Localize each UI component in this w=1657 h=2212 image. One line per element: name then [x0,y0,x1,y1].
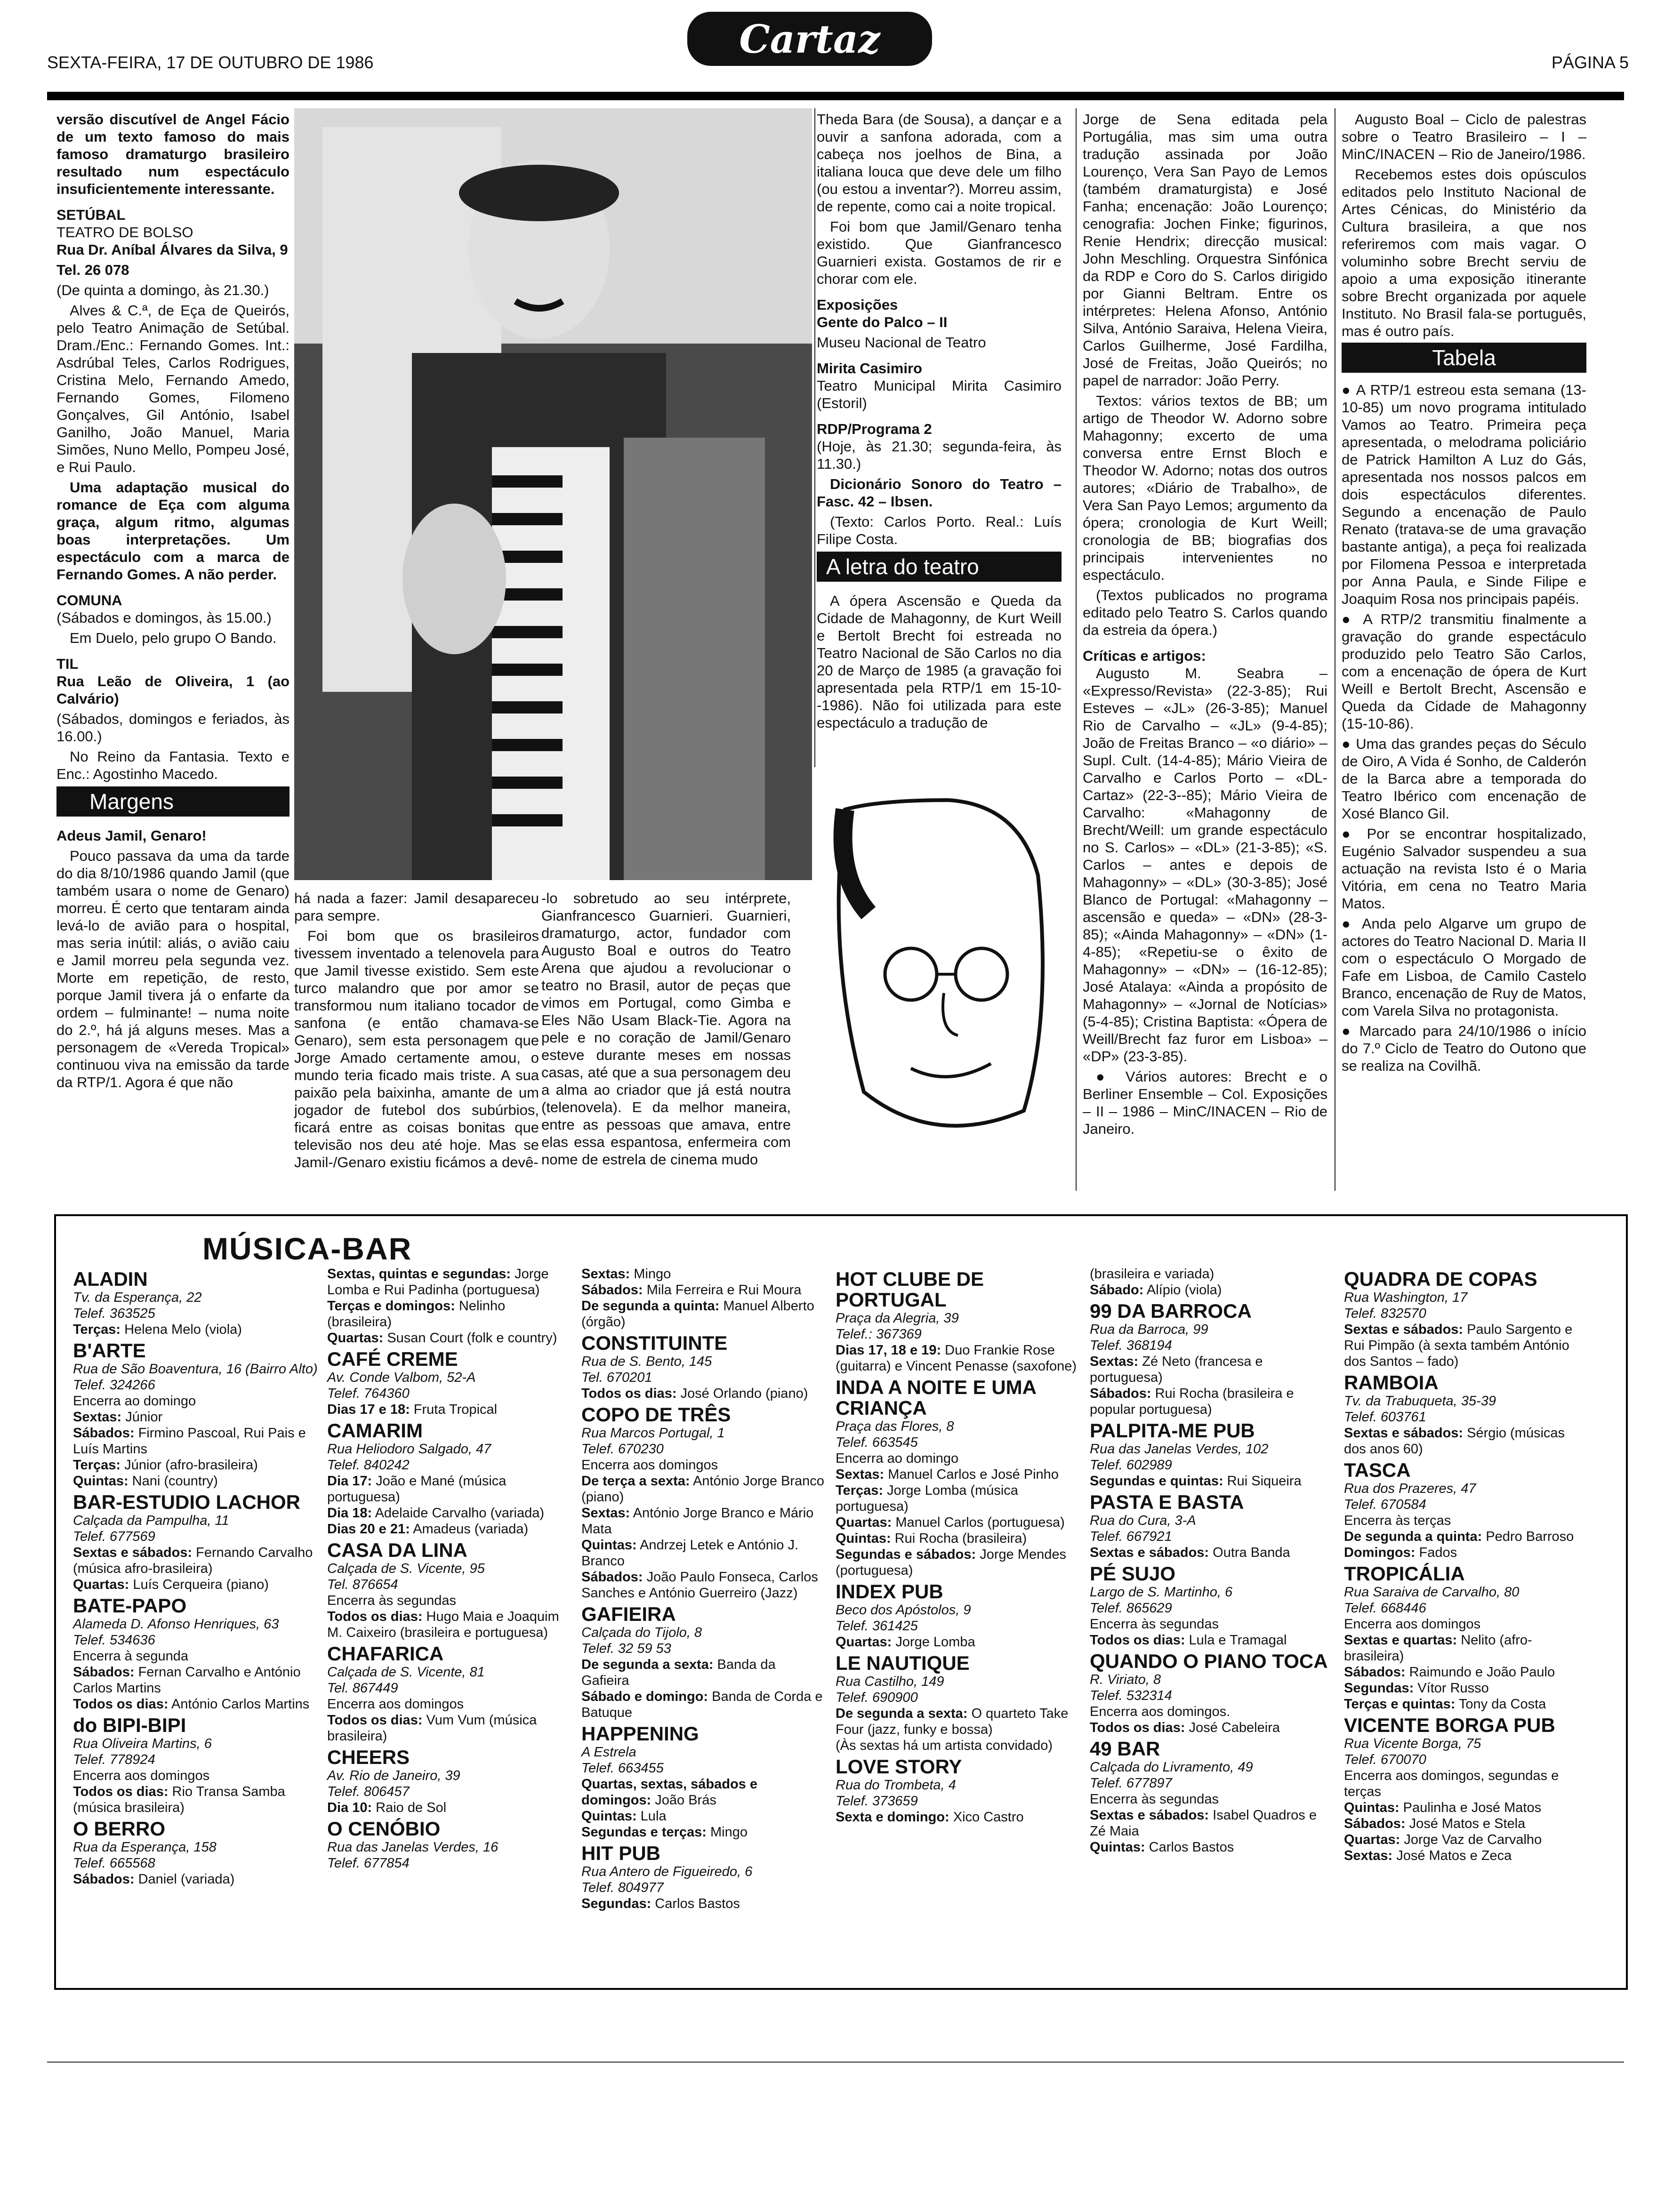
exhibition-title: Gente do Palco – II [817,314,948,330]
venue-name: VICENTE BORGA PUB [1344,1714,1555,1736]
musica-column-6 [1344,1266,1589,1981]
news-item: ● A RTP/1 estreou esta semana (13-10-85) um novo programa intitulado Vamos ao Teatro. Primeira peça apresentada, o melodrama policiário de Patrick Hamilton A Luz do Gás, apresentada nos nossos palcos em dois espectáculos diferentes. Segundo a encenação de Paulo Renato (tratava-se de uma gravação bastante antiga), a peça foi realizada por Filomena Pessoa e interpretada por Anna Paula, e Sinde Filipe e Joaquim Rosa nos principais papéis. [1342,382,1586,607]
venue-schedule-line: Terças e quintas: Tony da Costa [1344,1697,1546,1712]
venue-schedule-line: Todos os dias: Hugo Maia e Joaquim M. Caixeiro (brasileira e portuguesa) [327,1609,559,1640]
reviews-list: Augusto M. Seabra – «Expresso/Revista» (22-3-85); Rui Esteves – «JL» (26-3-85); Manuel Rio de Carvalho – «JL» (9-4-85); João de Freitas Branco – «o diário» – Supl. Cult. (14-4-85); Mário Vieira de Carvalho e Carlos Porto – «DL-Cartaz» (22-3--85); Mário Vieira de Carvalho: «Mahagonny de Brecht/Weill: um grande espectáculo no S. Carlos» – «DL» (21-3-85); «S. Carlos – antes e depois de Mahagonny» – «DL» (30-3-85); José Blanco de Portugal: «Mahagonny – ascensão e queda» – «DN» (28-3-85); «Ainda Mahagonny» – «DN» (1-4-85); «Repetiu-se o êxito de Mahagonny» – «DN» – (16-12-85); José Atalaya: «Ainda a propósito de Mahagonny» – «Jornal de Notícias» (5-4-85); Cristina Baptista: «Ópera de Weill/Brecht faz furor em Lisboa» – «DP» (23-3-85). [1083,665,1327,1065]
musica-bar-title: MÚSICA-BAR [202,1231,412,1266]
venue-address: Rua da Esperança, 158 [73,1840,217,1855]
venue-schedule-line: Encerra às segundas [1090,1617,1219,1632]
venue-schedule-line: Sextas e sábados: Outra Banda [1090,1545,1290,1560]
venue-address: Rua do Cura, 3-A [1090,1513,1196,1528]
article-body: Foi bom que Jamil/Genaro tenha existido. Que Gianfrancesco Guarnieri exista. Gostamos de rir e chorar com ele. [817,218,1062,287]
publication-note: Augusto Boal – Ciclo de palestras sobre o Teatro Brasileiro – I – MinC/INACEN – Rio de Janeiro/1986. [1342,111,1586,162]
venue-schedule-line: Sextas: António Jorge Branco e Mário Mata [581,1506,814,1537]
venue-address: Rua Castilho, 149 [836,1674,944,1689]
venue-address: Rua Oliveira Martins, 6 [73,1736,212,1751]
column-3-lower [541,890,791,1191]
section-band-margens: Margens [56,786,290,817]
exhibition-place: Museu Nacional de Teatro [817,334,986,351]
musica-column-2 [327,1266,572,1981]
venue-schedule-line: Encerra aos domingos [73,1768,210,1783]
venue-heading: COMUNA [56,592,122,609]
venue-schedule-line: Sábados: João Paulo Fonseca, Carlos Sanches e António Guerreiro (Jazz) [581,1570,818,1601]
venue-name: do BIPI-BIPI [73,1714,186,1736]
schedule: (Hoje, às 21.30; segunda-feira, às 11.30.) [817,438,1062,472]
venue-name: QUANDO O PIANO TOCA [1090,1650,1328,1672]
portrait-sketch [817,772,1080,1177]
venue-schedule-line: Todos os dias: José Orlando (piano) [581,1386,808,1401]
venue-name: GAFIEIRA [581,1603,676,1625]
venue-address: Rua Leão de Oliveira, 1 (ao Calvário) [56,673,290,707]
section-heading: RDP/Programa 2 [817,421,932,437]
venue-name: O CENÓBIO [327,1818,441,1840]
venue-address: Rua das Janelas Verdes, 16 [327,1840,499,1855]
venue-schedule-line: Segundas e quintas: Rui Siqueira [1090,1474,1302,1489]
schedule: (De quinta a domingo, às 21.30.) [56,282,269,298]
venue-schedule-line: Encerra às segundas [327,1593,457,1608]
venue-phone: Telef. 778924 [73,1752,155,1767]
venue-phone: Telef.: 367369 [836,1327,922,1342]
article-body: há nada a fazer: Jamil desapareceu para sempre. [294,890,539,924]
venue-address: R. Viriato, 8 [1090,1672,1161,1687]
musica-column-1 [73,1266,318,1981]
venue-schedule-line: Domingos: Fados [1344,1545,1457,1560]
venue-phone: Tel. 26 078 [56,262,129,278]
venue-name: CAFÉ CREME [327,1348,458,1370]
venue-address: Av. Conde Valbom, 52-A [327,1370,476,1385]
venue-phone: Telef. 690900 [836,1690,918,1705]
column-divider [814,108,815,767]
venue-name: COPO DE TRÊS [581,1403,731,1426]
venue-address: Rua Heliodoro Salgado, 47 [327,1442,491,1457]
musica-column-3 [581,1266,826,1981]
venue-schedule-line: Encerra aos domingos [1344,1617,1481,1632]
venue-schedule-line: Dia 10: Raio de Sol [327,1800,447,1815]
section-heading: Críticas e artigos: [1083,648,1206,664]
article-body: (Textos publicados no programa editado pelo Teatro S. Carlos quando da estreia da ópera.) [1083,587,1327,638]
column-divider [1076,108,1077,1191]
venue-phone: Telef. 764360 [327,1386,410,1401]
venue-schedule-line: Quartas: Manuel Carlos (portuguesa) [836,1515,1065,1530]
venue-schedule-line: Sextas e quartas: Nelito (afro-brasileira) [1344,1633,1532,1664]
venue-address: Rua Antero de Figueiredo, 6 [581,1864,753,1879]
venue-address: Calçada da Pampulha, 11 [73,1513,229,1528]
venue-schedule-line: Encerra às segundas [1090,1792,1219,1807]
venue-schedule-line: Sextas: Zé Neto (francesa e portuguesa) [1090,1354,1263,1385]
venue-schedule-line: Sábado e domingo: Banda de Corda e Batuque [581,1689,823,1720]
venue-phone: Telef. 534636 [73,1633,155,1648]
svg-text:Cartaz: Cartaz [739,17,880,62]
venue-phone: Telef. 670070 [1344,1752,1426,1767]
venue-schedule-line: Todos os dias: José Cabeleira [1090,1720,1280,1735]
venue-address: Rua Dr. Aníbal Álvares da Silva, 9 [56,241,288,258]
venue-heading: TIL [56,656,79,672]
venue-name: HAPPENING [581,1723,699,1745]
venue-address: Rua Washington, 17 [1344,1290,1468,1305]
article-body: Pouco passava da uma da tarde do dia 8/10/1986 quando Jamil (que também usara o nome de Genaro) morreu. É certo que tentaram ainda levá-lo de avião para o hospital, mas seria inútil: aliás, o avião caiu e Jamil morreu pela segunda vez. Morte em repetição, de resto, porque Jamil tivera já o enfarte da ordem – fulminante! – numa noite do 2.º, há já alguns meses. Mas a personagem de «Vereda Tropical» continuou viva na emissão da tarde da RTP/1. Agora é que não [56,848,290,1090]
issue-date: SEXTA-FEIRA, 17 DE OUTUBRO DE 1986 [47,53,374,72]
venue-phone: Telef. 373659 [836,1794,918,1809]
venue-schedule-line: Sexta e domingo: Xico Castro [836,1810,1024,1825]
venue-address: Rua Marcos Portugal, 1 [581,1426,725,1441]
accordion-player-photo [294,108,812,880]
schedule: (Sábados e domingos, às 15.00.) [56,609,272,626]
venue-address: Beco dos Apóstolos, 9 [836,1603,971,1618]
venue-address: Tv. da Trabuqueta, 35-39 [1344,1394,1496,1409]
venue-schedule-line: Dias 20 e 21: Amadeus (variada) [327,1522,529,1537]
venue-address: Rua da Barroca, 99 [1090,1322,1208,1337]
venue-schedule-line: Segundas: Vítor Russo [1344,1681,1489,1696]
venue-phone: Telef. 663455 [581,1761,664,1776]
footer-rule [47,2061,1624,2063]
section-band-tabela: Tabela [1342,343,1586,373]
cartaz-logo [678,5,941,75]
column-2 [294,890,539,1191]
venue-schedule-line: Terças: Júnior (afro-brasileira) [73,1458,258,1473]
venue-phone: Telef. 324266 [73,1378,155,1393]
venue-address: Tv. da Esperança, 22 [73,1290,202,1305]
musica-column-4 [836,1266,1080,1981]
venue-name: LOVE STORY [836,1755,962,1778]
venue-phone: Telef. 368194 [1090,1338,1172,1353]
venue-schedule-line: Terças: Helena Melo (viola) [73,1322,242,1337]
venue-schedule-line: Encerra às terças [1344,1513,1451,1528]
play-listing: Alves & C.ª, de Eça de Queirós, pelo Teatro Animação de Setúbal. Dram./Enc.: Fernando Gomes. Int.: Asdrúbal Teles, Carlos Rodrigues, Cristina Melo, Fernando Amedo, Fernando Gomes, Filomeno Gonçalves, Gil António, Isabel Ganilho, João Manuel, Maria Simões, Nuno Mello, Pompeu José, e Rui Paulo. [56,302,290,475]
venue-address: A Estrela [581,1745,636,1760]
musica-column-5 [1090,1266,1335,1981]
venue-schedule-line: Dia 18: Adelaide Carvalho (variada) [327,1506,545,1521]
news-item: ● Marcado para 24/10/1986 o início do 7.º Ciclo de Teatro do Outono que se realiza na Covilhã. [1342,1023,1586,1074]
column-1 [56,111,290,1090]
venue-phone: Tel. 867449 [327,1681,398,1696]
venue-schedule-line: Encerra aos domingos [581,1458,718,1473]
venue-schedule-line: Sábado: Alípio (viola) [1090,1282,1222,1298]
venue-name: 49 BAR [1090,1738,1160,1760]
venue-address: Calçada de S. Vicente, 81 [327,1665,485,1680]
venue-name: B'ARTE [73,1339,146,1362]
exhibition-place: Teatro Municipal Mirita Casimiro (Estoril) [817,377,1062,411]
venue-phone: Telef. 667921 [1090,1529,1172,1544]
venue-schedule-line: Quartas: Susan Court (folk e country) [327,1330,557,1346]
venue-address: Rua de São Boaventura, 16 (Bairro Alto) [73,1362,318,1377]
venue-schedule-line: Quartas: Jorge Lomba [836,1635,975,1650]
venue-phone: Telef. 361425 [836,1619,918,1634]
venue-name: CAMARIM [327,1419,423,1442]
publication-note: ● Vários autores: Brecht e o Berliner Ensemble – Col. Exposições – II – 1986 – MinC/INACEN – Rio de Janeiro. [1083,1068,1327,1137]
venue-schedule-line: (Às sextas há um artista convidado) [836,1738,1053,1753]
venue-schedule-line: Encerra ao domingo [836,1451,959,1466]
venue-schedule-line: Encerra aos domingos, segundas e terças [1344,1768,1559,1799]
venue-schedule-line: Quintas: Rui Rocha (brasileira) [836,1531,1027,1546]
venue-schedule-line: Quintas: Paulinha e José Matos [1344,1800,1542,1815]
venue-schedule-line: Sábados: José Matos e Stela [1344,1816,1526,1831]
venue-name: CASA DA LINA [327,1539,467,1561]
article-body: Textos: vários textos de BB; um artigo de Theodor W. Adorno sobre Mahagonny; excerto de uma conversa entre Ernst Bloch e Theodor W. Adorno; notas dos outros autores; «Diário de Trabalho», de Vera San Payo Lemos; argumento da ópera; cronologia de Kurt Weill; cronologia de BB; biografias dos principais intervenientes no espectáculo. [1083,393,1327,583]
section-band-letra: A letra do teatro [817,552,1062,582]
venue-schedule-line: Quartas: Jorge Vaz de Carvalho [1344,1832,1542,1847]
venue-name: 99 DA BARROCA [1090,1300,1252,1322]
schedule: (Sábados, domingos e feriados, às 16.00.) [56,711,290,745]
news-item: ● Por se encontrar hospitalizado, Eugénio Salvador suspendeu a sua actuação na revista Isto é o Maria Vitória, em cena no Teatro Maria Matos. [1342,825,1586,912]
venue-phone: Telef. 677897 [1090,1776,1172,1791]
venue-address: Rua das Janelas Verdes, 102 [1090,1442,1269,1457]
venue-phone: Telef. 532314 [1090,1688,1172,1703]
venue-schedule-line: Sextas: José Matos e Zeca [1344,1848,1512,1863]
venue-name: HOT CLUBE DE PORTUGAL [836,1268,984,1311]
venue-schedule-line: Dias 17 e 18: Fruta Tropical [327,1402,498,1417]
play-listing: No Reino da Fantasia. Texto e Enc.: Agostinho Macedo. [56,748,290,782]
venue-phone: Telef. 806457 [327,1784,410,1799]
venue-phone: Telef. 665568 [73,1856,155,1871]
venue-name: ALADIN [73,1268,148,1290]
venue-name: RAMBOIA [1344,1371,1439,1394]
venue-schedule-line: Quartas, sextas, sábados e domingos: João Brás [581,1777,757,1808]
venue-address: Rua Saraiva de Carvalho, 80 [1344,1585,1520,1600]
venue-schedule-line: Sextas: Júnior [73,1410,163,1425]
venue-phone: Telef. 677854 [327,1856,410,1871]
venue-schedule-line: Quintas: Andrzej Letek e António J. Branco [581,1538,799,1569]
news-item: ● A RTP/2 transmitiu finalmente a gravação do grande espectáculo produzido pelo Teatro São Carlos, com a encenação de ópera de Kurt Weill e Bertolt Brecht, Ascensão e Queda da Cidade de Mahagonny (15-10-86). [1342,611,1586,732]
column-3 [817,111,1062,769]
venue-schedule-line: Dia 17: João e Mané (música portuguesa) [327,1474,507,1505]
play-listing: Em Duelo, pelo grupo O Bando. [70,630,277,646]
venue-schedule-line: Quintas: Nani (country) [73,1474,218,1489]
venue-address: Praça da Alegria, 39 [836,1311,959,1326]
venue-schedule-line: Segundas e sábados: Jorge Mendes (portuguesa) [836,1547,1066,1578]
venue-phone: Telef. 663545 [836,1435,918,1450]
venue-schedule-line: Terças: Jorge Lomba (música portuguesa) [836,1483,1018,1514]
venue-name: LE NAUTIQUE [836,1652,970,1674]
venue-phone: Telef. 363525 [73,1306,155,1321]
venue-phone: Telef. 677569 [73,1529,155,1544]
venue-schedule-line: De segunda a quinta: Pedro Barroso [1344,1529,1574,1544]
venue-schedule-line: Sextas e sábados: Isabel Quadros e Zé Maia [1090,1808,1317,1839]
venue-phone: Telef. 670584 [1344,1497,1426,1512]
play-note: Uma adaptação musical do romance de Eça com alguma graça, algum ritmo, algumas boas interpretações. Um espectáculo com a marca de Fernando Gomes. A não perder. [56,479,290,583]
article-body: Theda Bara (de Sousa), a dançar e a ouvir a sanfona adorada, com a cabeça nos joelhos de Bina, a italiana louca que deve dele um filho (ou estou a inventar?). Morreu assim, de repente, como cai a noite tropical. [817,111,1062,215]
venue-schedule-line: Todos os dias: Rio Transa Samba (música brasileira) [73,1784,285,1815]
article-body: Jorge de Sena editada pela Portugália, mas sim uma outra tradução assinada por João Lourenço, Vera San Payo de Lemos (também dramaturgista) e José Fanha; encenação: João Lourenço; cenografia: Jochen Finke; figurinos, Renie Hendrix; direcção musical: John Meschling. Orquestra Sinfónica da RDP e Coro do S. Carlos dirigido por Gianni Beltram. Entre os intérpretes: Helena Afonso, António Silva, António Saraiva, Helena Vieira, Carlos Guilherme, José Fardilha, José de Freitas, João Queirós; no papel de narrador: João Perry. [1083,111,1327,389]
venue-name: HIT PUB [581,1842,660,1864]
venue-schedule-line: Todos os dias: Vum Vum (música brasileira) [327,1713,537,1744]
venue-schedule-line: Segundas e terças: Mingo [581,1825,748,1840]
venue-name: CHAFARICA [327,1643,444,1665]
venue-name: INDEX PUB [836,1580,943,1603]
venue-schedule-line: De terça a sexta: António Jorge Branco (piano) [581,1474,824,1505]
radio-credits: (Texto: Carlos Porto. Real.: Luís Filipe Costa. [817,513,1062,547]
venue-name: TROPICÁLIA [1344,1563,1465,1585]
article-body: -lo sobretudo ao seu intérprete, Gianfrancesco Guarnieri. Guarnieri, dramaturgo, actor, fundador com Augusto Boal e outros do Teatro Arena que ajudou a revolucionar o teatro no Brasil, autor de peças que vimos em Portugal, como Gimba e Eles Não Usam Black-Tie. Agora na pele e no coração de Jamil/Genaro esteve durante meses em nossas casas, até que a sua personagem deu a alma ao criador que já está noutra (telenovela). E da melhor maneira, entre as pessoas que amava, entre elas essa espantosa, enfermeira com nome de estrela de cinema mudo [541,890,791,1168]
article-heading: Adeus Jamil, Genaro! [56,827,207,844]
venue-address: Alameda D. Afonso Henriques, 63 [73,1617,279,1632]
venue-name: PÉ SUJO [1090,1563,1176,1585]
venue-phone: Telef. 602989 [1090,1458,1172,1473]
section-heading: Exposições [817,297,898,313]
venue-schedule-line: Sábados: Daniel (variada) [73,1872,235,1887]
venue-schedule-line: Encerra aos domingos. [1090,1704,1231,1719]
venue-name: INDA A NOITE E UMA CRIANÇA [836,1376,1036,1419]
venue-name: CHEERS [327,1746,410,1768]
venue-phone: Telef. 603761 [1344,1410,1426,1425]
venue-phone: Telef. 865629 [1090,1601,1172,1616]
venue-name: BATE-PAPO [73,1595,187,1617]
venue-phone: Telef. 832570 [1344,1306,1426,1321]
review-intro: versão discutível de Angel Fácio de um texto famoso do mais famoso dramaturgo brasileiro resultado num espectáculo insuficientemente interessante. [56,111,290,197]
venue-schedule-line: Sábados: Firmino Pascoal, Rui Pais e Luís Martins [73,1426,306,1457]
venue-address: Calçada do Tijolo, 8 [581,1625,702,1640]
venue-address: Rua do Trombeta, 4 [836,1778,956,1793]
city-heading: SETÚBAL [56,207,126,223]
venue-phone: Tel. 670201 [581,1370,652,1385]
venue-schedule-line: Segundas: Carlos Bastos [581,1896,740,1911]
venue-schedule-line: Sextas e sábados: Sérgio (músicas dos anos 60) [1344,1426,1565,1457]
section-heading: Mirita Casimiro [817,360,922,377]
venue-schedule-line: Encerra aos domingos [327,1697,464,1712]
venue-address: Calçada de S. Vicente, 95 [327,1561,485,1576]
venue-schedule-line: De segunda a quinta: Manuel Alberto (órgão) [581,1298,814,1330]
venue-schedule-line: Sábados: Fernan Carvalho e António Carlos Martins [73,1665,301,1696]
venue-name: CONSTITUINTE [581,1332,728,1354]
column-5 [1342,111,1586,1193]
venue-schedule-line: Sábados: Rui Rocha (brasileira e popular portuguesa) [1090,1386,1294,1417]
venue-schedule-line: Quintas: Lula [581,1809,667,1824]
venue-schedule-line: Todos os dias: António Carlos Martins [73,1697,310,1712]
column-4 [1083,111,1327,1193]
venue-phone: Telef. 840242 [327,1458,410,1473]
venue-address: Av. Rio de Janeiro, 39 [327,1768,460,1783]
radio-programme: Dicionário Sonoro do Teatro – Fasc. 42 – Ibsen. [817,476,1062,510]
venue-phone: Telef. 670230 [581,1442,664,1457]
venue-name: BAR-ESTUDIO LACHOR [73,1491,300,1513]
news-item: ● Uma das grandes peças do Século de Oiro, A Vida é Sonho, de Calderón de la Barca abre a temporada do Teatro Ibérico com encenação de Xosé Blanco Gil. [1342,736,1586,822]
venue-phone: Tel. 876654 [327,1577,398,1592]
venue-schedule-line: Quartas: Luís Cerqueira (piano) [73,1577,269,1592]
venue-schedule-line: De segunda a sexta: O quarteto Take Four (jazz, funky e bossa) [836,1706,1069,1737]
venue-schedule-line: Encerra ao domingo [73,1394,196,1409]
venue-address: Rua de S. Bento, 145 [581,1354,712,1369]
venue-schedule-line: (brasileira e variada) [1090,1266,1215,1282]
article-body: Recebemos estes dois opúsculos editados pelo Instituto Nacional de Artes Cénicas, do Ministério da Cultura brasileira, a que nos referiremos com mais vagar. O voluminho sobre Brecht serviu de apoio a uma exposição itinerante sobre Brecht organizada por aquele Instituto. No Brasil fala-se português, mas é outro país. [1342,166,1586,339]
venue-schedule-line: Terças e domingos: Nelinho (brasileira) [327,1298,506,1330]
venue-address: Calçada do Livramento, 49 [1090,1760,1253,1775]
venue-phone: Telef. 668446 [1344,1601,1426,1616]
venue-name: QUADRA DE COPAS [1344,1268,1537,1290]
venue-schedule-line: Sábados: Mila Ferreira e Rui Moura [581,1282,802,1298]
article-body: Foi bom que os brasileiros tivessem inventado a telenovela para que Jamil tivesse existido. Sem este turco malandro que por amor se transformou num italiano tocador de sanfona (e então chamava-se Genaro), sem esta personagem que Jorge Amado certamente amou, o mundo teria ficado mais triste. A sua paixão pela baixinha, amante de um jogador de futebol dos subúrbios, ficará entre as coisas bonitas que televisão nos deu até hoje. Mas se Jamil-/Genaro existiu ficámos a devê- [294,928,539,1170]
page-number: PÁGINA 5 [1551,53,1629,72]
venue-address: Rua dos Prazeres, 47 [1344,1481,1476,1496]
venue-address: Rua Vicente Borga, 75 [1344,1736,1481,1751]
venue-address: Largo de S. Martinho, 6 [1090,1585,1233,1600]
venue-schedule-line: Sextas: Mingo [581,1266,671,1282]
venue-schedule-line: Todos os dias: Lula e Tramagal [1090,1633,1287,1648]
venue-name: PASTA E BASTA [1090,1491,1244,1513]
venue-schedule-line: Sextas e sábados: Fernando Carvalho (música afro-brasileira) [73,1545,313,1576]
venue-address: Praça das Flores, 8 [836,1419,954,1434]
venue-schedule-line: Sextas, quintas e segundas: Jorge Lomba e Rui Padinha (portuguesa) [327,1266,549,1298]
venue-schedule-line: Sextas e sábados: Paulo Sargento e Rui Pimpão (à sexta também António dos Santos – fado) [1344,1322,1573,1369]
article-body: A ópera Ascensão e Queda da Cidade de Mahagonny, de Kurt Weill e Bertolt Brecht foi estreada no Teatro Nacional de São Carlos no dia 20 de Março de 1985 (a gravação foi apresentada pela RTP/1 em 15-10--1986). Não foi utilizada para este espectáculo a tradução de [817,593,1062,731]
venue-schedule-line: Quintas: Carlos Bastos [1090,1840,1234,1855]
header-rule [47,92,1624,100]
venue-phone: Telef. 32 59 53 [581,1641,671,1656]
venue-schedule-line: De segunda a sexta: Banda da Gafieira [581,1657,776,1688]
venue-phone: Telef. 804977 [581,1880,664,1895]
venue-schedule-line: Sextas: Manuel Carlos e José Pinho [836,1467,1059,1482]
venue-schedule-line: Sábados: Raimundo e João Paulo [1344,1665,1555,1680]
news-item: ● Anda pelo Algarve um grupo de actores do Teatro Nacional D. Maria II com o espectáculo O Morgado de Fafe em Lisboa, de Camilo Castelo Branco, encenação de Ruy de Matos, com Varela Silva no protagonista. [1342,915,1586,1019]
venue-name: O BERRO [73,1818,166,1840]
venue-name: TASCA [1344,1459,1411,1481]
venue-name: TEATRO DE BOLSO [56,224,193,240]
venue-name: PALPITA-ME PUB [1090,1419,1255,1442]
venue-schedule-line: Dias 17, 18 e 19: Duo Frankie Rose (guitarra) e Vincent Penasse (saxofone) [836,1343,1077,1374]
venue-schedule-line: Encerra à segunda [73,1649,189,1664]
